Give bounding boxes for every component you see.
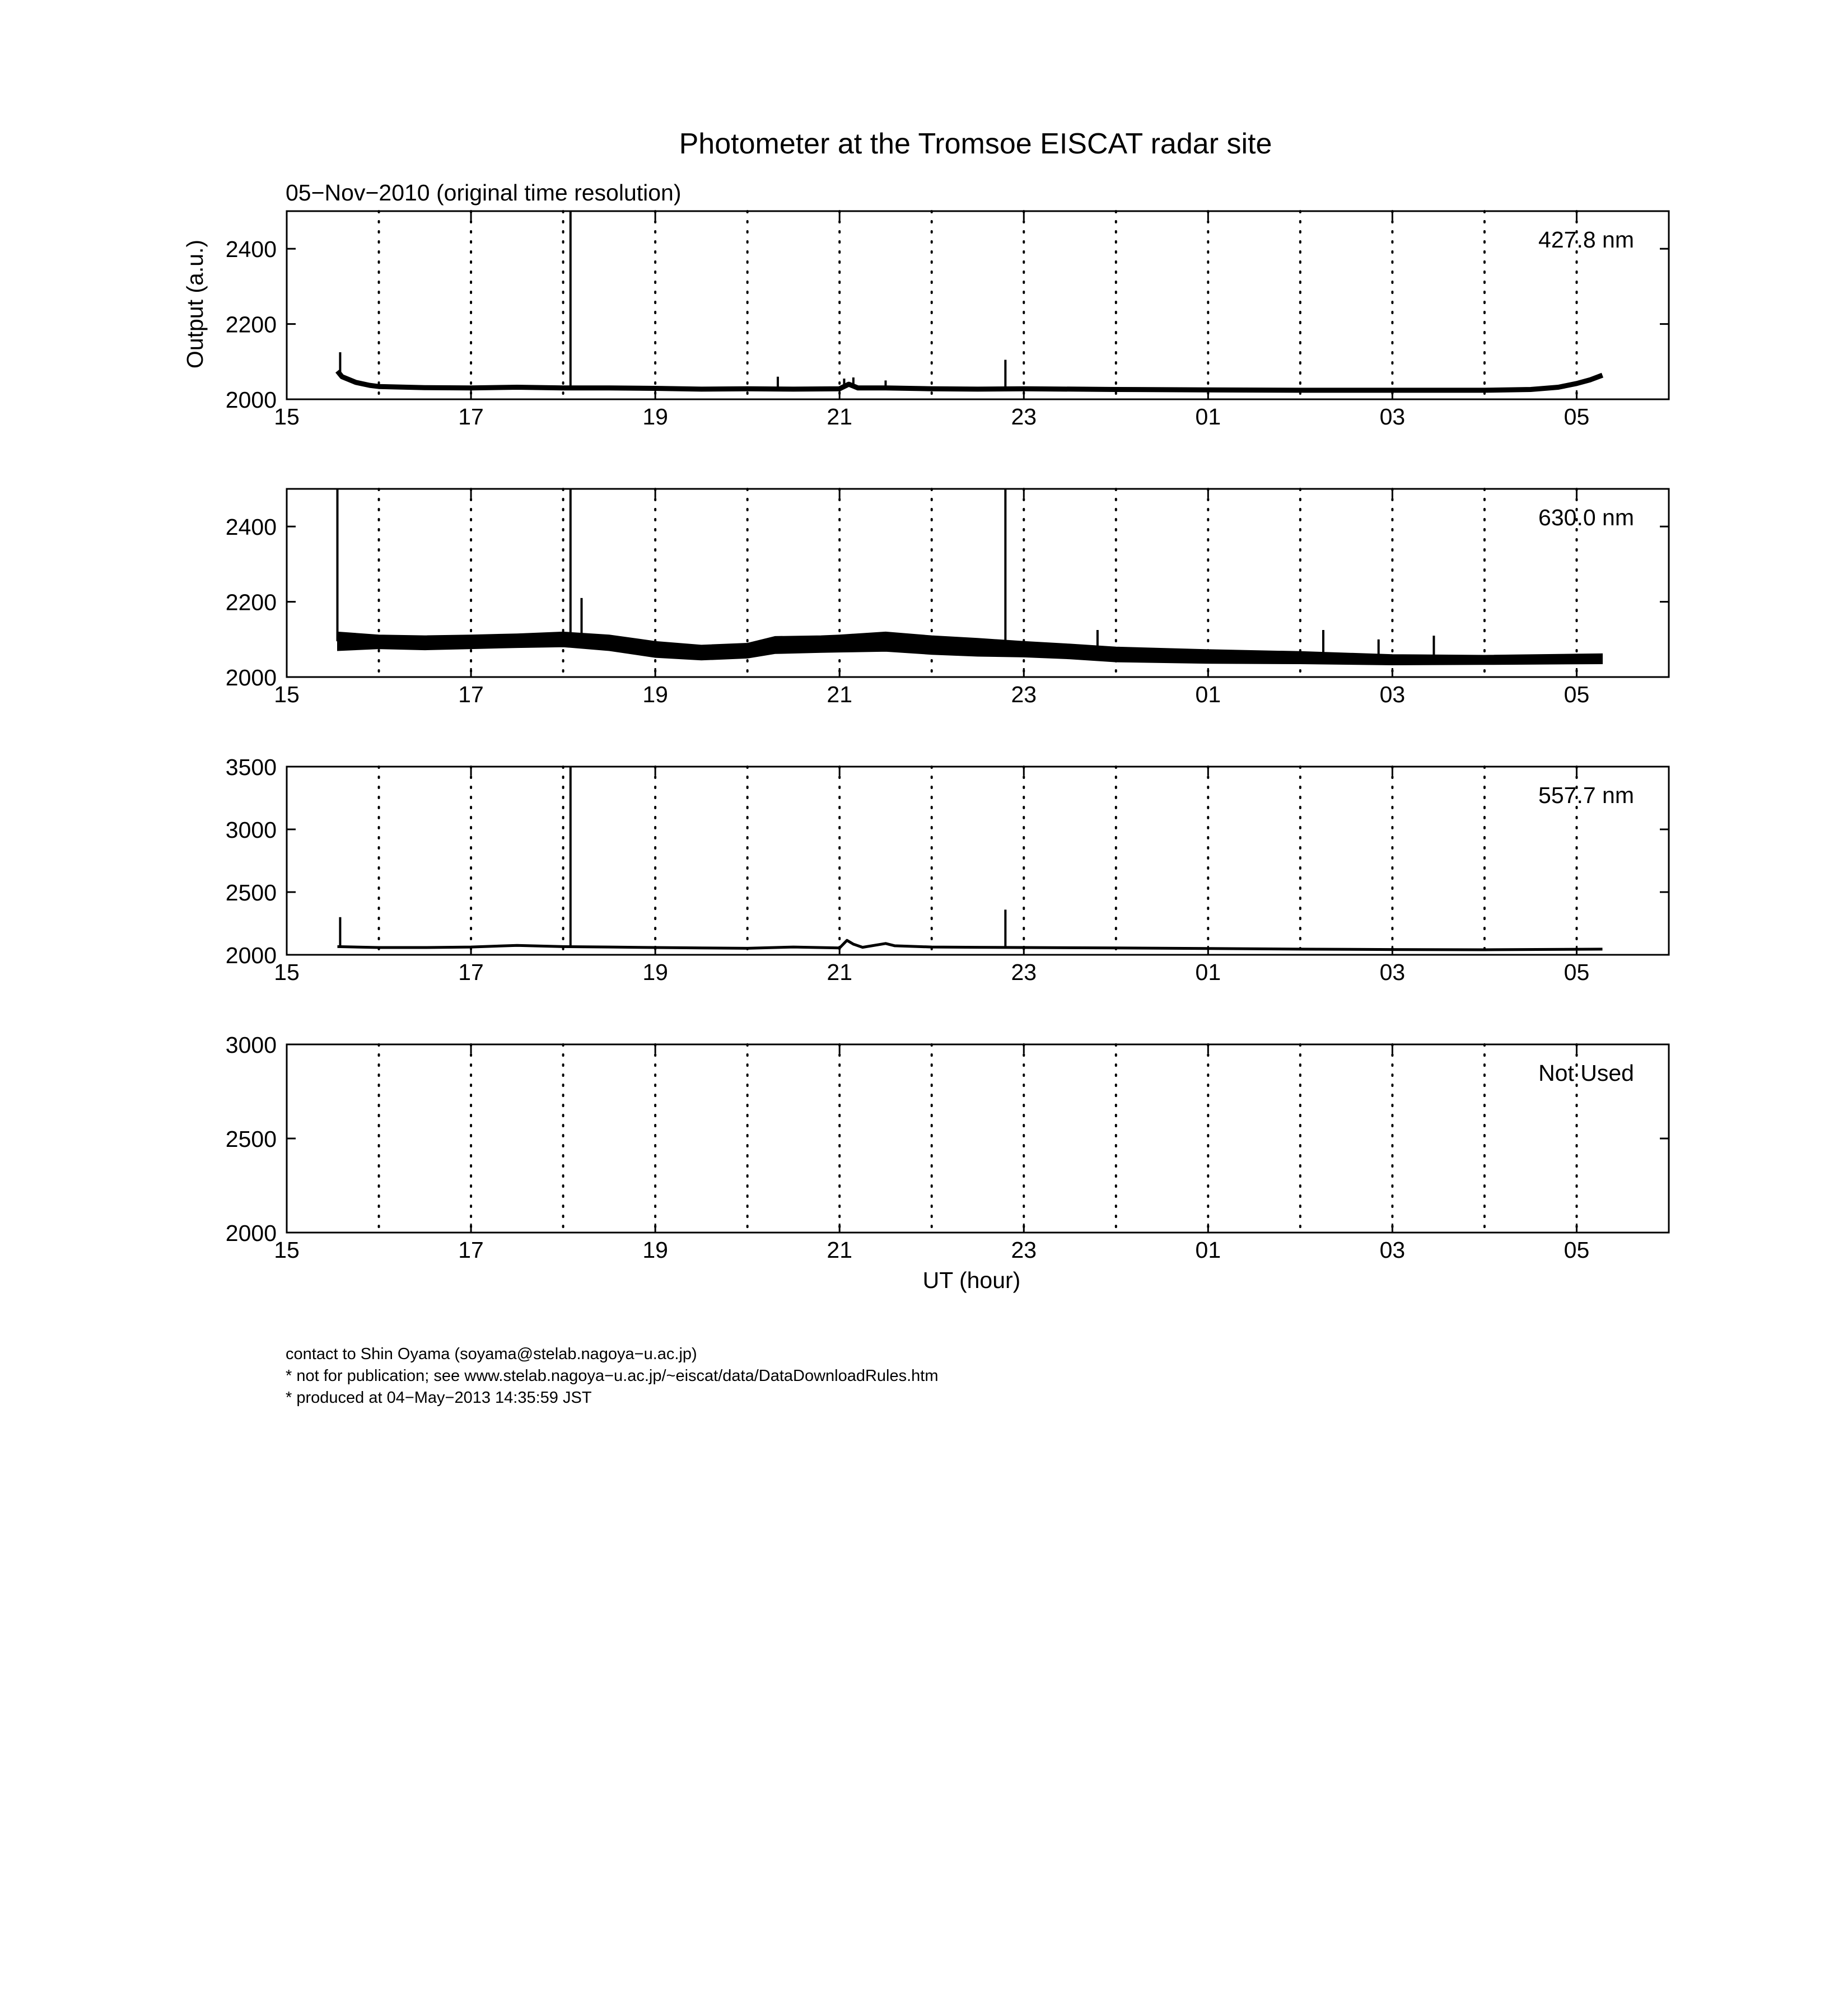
panel-label: 630.0 nm [1538, 505, 1634, 530]
x-tick-label: 23 [1011, 682, 1037, 707]
x-tick-label: 21 [827, 959, 853, 985]
panel-label: 557.7 nm [1538, 782, 1634, 808]
x-tick-label: 21 [827, 682, 853, 707]
panel-frame [287, 211, 1669, 399]
x-tick-label: 19 [642, 404, 668, 430]
panel-label: Not Used [1538, 1060, 1634, 1086]
y-tick-label: 3000 [225, 1032, 277, 1058]
x-tick-label: 15 [274, 959, 300, 985]
panel-frame [287, 767, 1669, 955]
y-tick-label: 2200 [225, 589, 277, 615]
panel-1 [226, 211, 1669, 430]
x-tick-label: 19 [642, 682, 668, 707]
series-line [338, 371, 1603, 390]
x-tick-label: 23 [1011, 959, 1037, 985]
y-tick-label: 3500 [225, 754, 277, 780]
chart-panels [226, 211, 1669, 1263]
y-tick-label: 2000 [225, 942, 277, 968]
series-line [338, 940, 1603, 950]
x-tick-label: 19 [642, 959, 668, 985]
x-tick-label: 03 [1379, 1237, 1406, 1263]
y-axis-label: Output (a.u.) [182, 239, 208, 369]
x-tick-label: 17 [458, 1237, 484, 1263]
x-tick-label: 19 [642, 1237, 668, 1263]
footer-contact: contact to Shin Oyama (soyama@stelab.nagoya−u.ac.jp) [286, 1345, 697, 1363]
y-tick-label: 3000 [225, 817, 277, 843]
x-axis-label: UT (hour) [922, 1267, 1021, 1293]
x-tick-label: 05 [1564, 404, 1590, 430]
x-tick-label: 05 [1564, 1237, 1590, 1263]
panel-frame [287, 1044, 1669, 1233]
series-band [338, 632, 1603, 665]
panel-4 [226, 1032, 1669, 1263]
x-tick-label: 03 [1379, 959, 1406, 985]
footer-production-time: * produced at 04−May−2013 14:35:59 JST [286, 1389, 592, 1407]
y-tick-label: 2000 [225, 1220, 277, 1246]
x-tick-label: 21 [827, 404, 853, 430]
panel-label: 427.8 nm [1538, 227, 1634, 253]
y-tick-label: 2400 [225, 236, 277, 263]
chart-subtitle: 05−Nov−2010 (original time resolution) [286, 180, 682, 206]
x-tick-label: 03 [1379, 404, 1406, 430]
x-tick-label: 17 [458, 682, 484, 707]
chart-title: Photometer at the Tromsoe EISCAT radar site [679, 128, 1272, 160]
x-tick-label: 05 [1564, 682, 1590, 707]
y-tick-label: 2500 [225, 880, 277, 906]
x-tick-label: 15 [274, 404, 300, 430]
y-tick-label: 2000 [225, 387, 277, 413]
y-tick-label: 2400 [225, 514, 277, 540]
x-tick-label: 23 [1011, 1237, 1037, 1263]
y-tick-label: 2200 [225, 311, 277, 338]
y-tick-label: 2500 [225, 1126, 277, 1152]
panel-2 [226, 489, 1669, 707]
x-tick-label: 05 [1564, 959, 1590, 985]
x-tick-label: 01 [1195, 959, 1221, 985]
x-tick-label: 01 [1195, 1237, 1221, 1263]
y-tick-label: 2000 [225, 665, 277, 690]
x-tick-label: 21 [827, 1237, 853, 1263]
footer-usage-notice: * not for publication; see www.stelab.nagoya−u.ac.jp/~eiscat/data/DataDownloadRules.htm [286, 1367, 939, 1385]
x-tick-label: 01 [1195, 682, 1221, 707]
x-tick-label: 17 [458, 959, 484, 985]
x-tick-label: 15 [274, 1237, 300, 1263]
x-tick-label: 23 [1011, 404, 1037, 430]
x-tick-label: 03 [1379, 682, 1406, 707]
x-tick-label: 15 [274, 682, 300, 707]
x-tick-label: 17 [458, 404, 484, 430]
x-tick-label: 01 [1195, 404, 1221, 430]
panel-3 [226, 754, 1669, 985]
